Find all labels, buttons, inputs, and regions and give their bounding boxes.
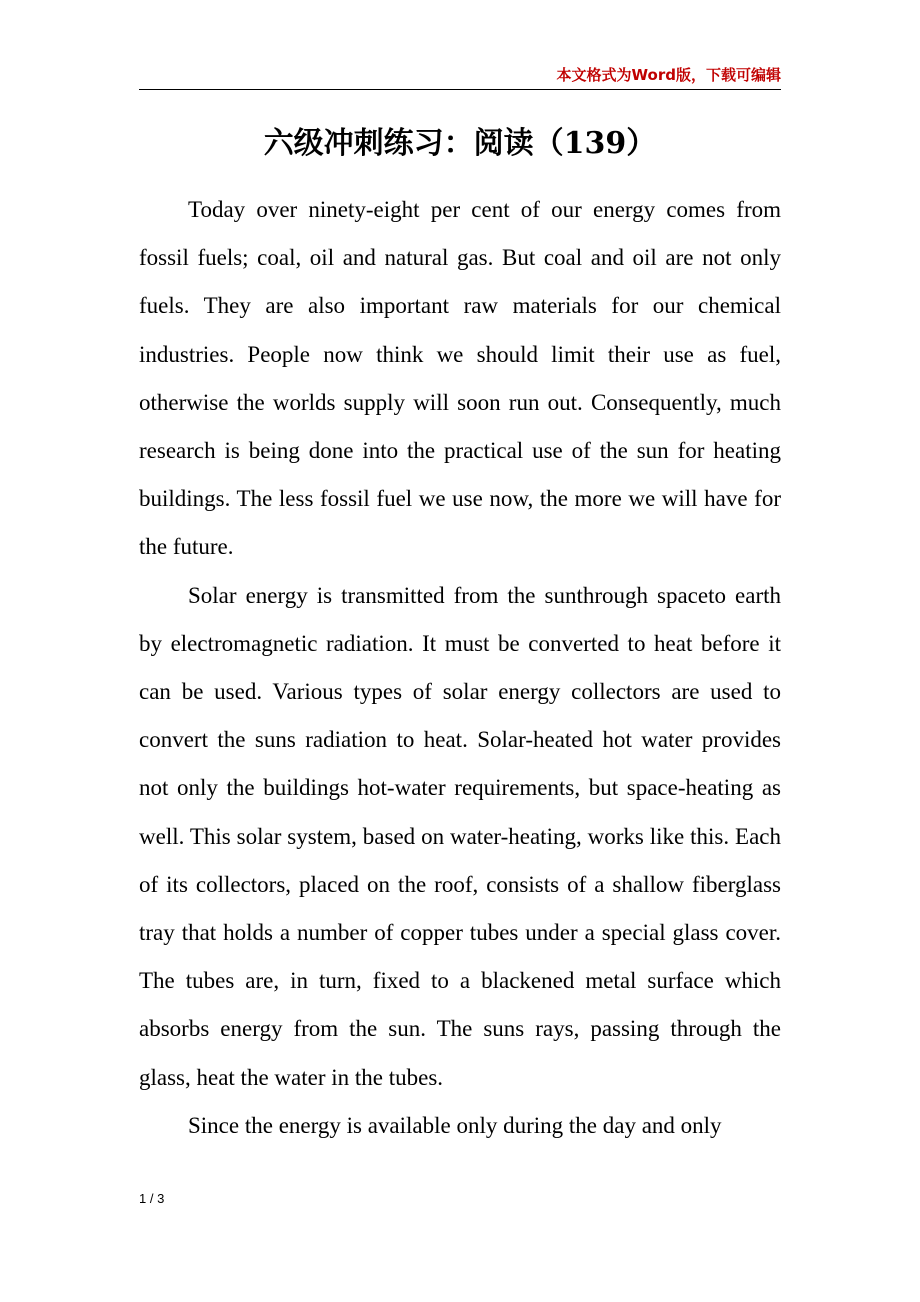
header-format-note: 本文格式为Word版，下载可编辑 <box>556 66 781 84</box>
document-body <box>139 186 781 1150</box>
header-divider <box>139 89 781 90</box>
paragraph-2: Solar energy is transmitted from the sunthrough spaceto earth by electromagnetic radiation. It must be converted to heat before it can be used. Various types of solar energy collectors are used to convert the suns radiation to heat. Solar-heated hot water provides not only the buildings hot-water requirements, but space-heating as well. This solar system, based on water-heating, works like this. Each of its collectors, placed on the roof, consists of a shallow fiberglass tray that holds a number of copper tubes under a special glass cover. The tubes are, in turn, fixed to a blackened metal surface which absorbs energy from the sun. The suns rays, passing through the glass, heat the water in the tubes. <box>139 582 781 1090</box>
paragraph-1: Today over ninety-eight per cent of our energy comes from fossil fuels; coal, oil and natural gas. But coal and oil are not only fuels. They are also important raw materials for our chemical industries. People now think we should limit their use as fuel, otherwise the worlds supply will soon run out. Consequently, much research is being done into the practical use of the sun for heating buildings. The less fossil fuel we use now, the more we will have for the future. <box>139 197 781 560</box>
page-title: 六级冲刺练习：阅读（139） <box>263 126 657 161</box>
page-number: 1 / 3 <box>139 1191 165 1206</box>
paragraph-3: Since the energy is available only during the day and only <box>188 1112 722 1138</box>
